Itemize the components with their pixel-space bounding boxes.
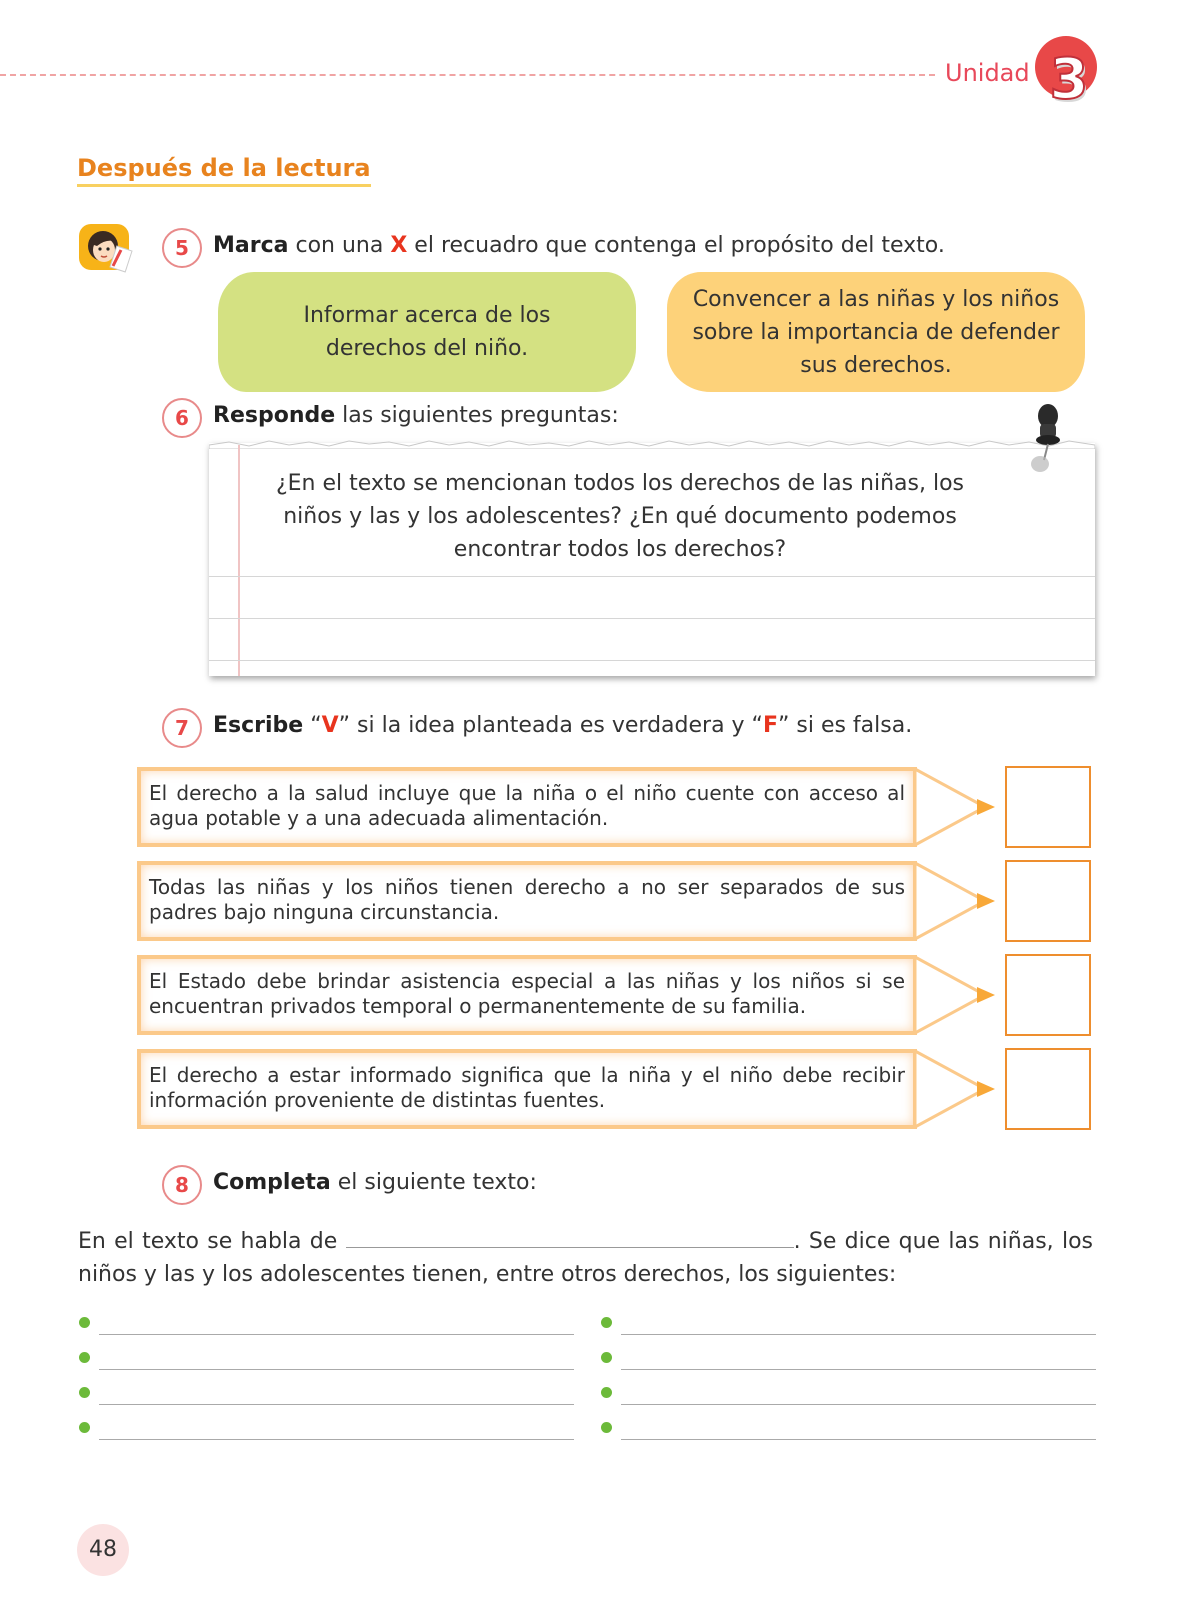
question-5-verb: Marca <box>213 233 289 258</box>
question-6-instruction <box>213 403 619 428</box>
arrow-icon <box>915 955 997 1035</box>
answer-line[interactable] <box>99 1334 574 1335</box>
statement-text: El derecho a estar informado significa que la niña y el niño debe recibir información proveniente de distintas fuentes. <box>137 1049 917 1129</box>
question-7-instruction <box>213 713 912 738</box>
question-8-text: el siguiente texto: <box>330 1170 537 1195</box>
completion-end: . Se dice que las niñas, los niños y las y los adolescentes tienen, entre otros derechos, los siguientes: <box>78 1229 1093 1287</box>
question-6-verb: Responde <box>213 403 336 428</box>
statement-row <box>137 1049 997 1129</box>
notebook-rule <box>209 618 1095 619</box>
writing-girl-icon <box>77 222 135 274</box>
completion-paragraph <box>78 1225 1093 1291</box>
option-convince[interactable] <box>667 272 1085 392</box>
option-inform[interactable] <box>218 272 636 392</box>
bullet-point <box>601 1387 612 1398</box>
true-letter: V <box>321 713 339 738</box>
tf-answer-box[interactable] <box>1005 1048 1091 1130</box>
arrow-icon <box>915 767 997 847</box>
statement-text: El derecho a la salud incluye que la niña o el niño cuente con acceso al agua potable y a una adecuada alimentación. <box>137 767 917 847</box>
arrow-icon <box>915 861 997 941</box>
statement-text: El Estado debe brindar asistencia especial a las niñas y los niños si se encuentran privados temporal o permanentemente de su familia. <box>137 955 917 1035</box>
question-7-end: ” si es falsa. <box>777 713 913 738</box>
notebook-rule <box>209 660 1095 661</box>
completion-blank[interactable] <box>346 1227 794 1248</box>
question-5-text-a: con una <box>288 233 391 258</box>
statement-row <box>137 861 997 941</box>
question-5-mark: X <box>390 233 408 258</box>
question-number-8: 8 <box>162 1165 202 1205</box>
statement-row <box>137 955 997 1035</box>
notebook-rule <box>209 576 1095 577</box>
question-number-7: 7 <box>162 708 202 748</box>
tf-answer-box[interactable] <box>1005 954 1091 1036</box>
tf-answer-box[interactable] <box>1005 860 1091 942</box>
question-7-middle: ” si la idea planteada es verdadera y “ <box>338 713 763 738</box>
bullet-point <box>601 1422 612 1433</box>
question-number-5: 5 <box>162 228 202 268</box>
header-dashed-divider <box>0 74 935 76</box>
answer-line[interactable] <box>621 1439 1096 1440</box>
option-inform-label: Informar acerca de los derechos del niño. <box>303 303 551 361</box>
bullet-point <box>79 1317 90 1328</box>
question-8-verb: Completa <box>213 1170 331 1195</box>
question-5-text-b: el recuadro que contenga el propósito del texto. <box>407 233 945 258</box>
statement-row <box>137 767 997 847</box>
question-6-text: las siguientes preguntas: <box>335 403 619 428</box>
bullet-point <box>79 1387 90 1398</box>
unit-number: 3 <box>1049 47 1089 112</box>
bullet-point <box>601 1352 612 1363</box>
completion-start: En el texto se habla de <box>78 1229 346 1254</box>
page-number: 48 <box>89 1537 117 1562</box>
question-7-open-quote: “ <box>303 713 322 738</box>
answer-line[interactable] <box>621 1334 1096 1335</box>
tf-answer-box[interactable] <box>1005 766 1091 848</box>
answer-line[interactable] <box>99 1439 574 1440</box>
question-7-verb: Escribe <box>213 713 304 738</box>
bullet-point <box>601 1317 612 1328</box>
answer-line[interactable] <box>99 1404 574 1405</box>
answer-line[interactable] <box>621 1404 1096 1405</box>
false-letter: F <box>762 713 778 738</box>
unit-label: Unidad <box>945 59 1030 87</box>
notebook-torn-edge <box>209 437 1095 449</box>
question-8-instruction <box>213 1170 537 1195</box>
question-5-instruction <box>213 233 945 258</box>
arrow-icon <box>915 1049 997 1129</box>
option-convince-label: Convencer a las niñas y los niños sobre la importancia de defender sus derechos. <box>692 286 1060 378</box>
bullet-point <box>79 1352 90 1363</box>
pushpin-icon <box>1028 402 1068 482</box>
answer-line[interactable] <box>621 1369 1096 1370</box>
notebook-question: ¿En el texto se mencionan todos los derechos de las niñas, los niños y las y los adolescentes? ¿En qué documento podemos encontrar todos los derechos? <box>275 471 964 562</box>
section-title: Después de la lectura <box>77 154 371 187</box>
statement-text: Todas las niñas y los niños tienen derecho a no ser separados de sus padres bajo ninguna circunstancia. <box>137 861 917 941</box>
answer-line[interactable] <box>99 1369 574 1370</box>
question-number-6: 6 <box>162 398 202 438</box>
bullet-point <box>79 1422 90 1433</box>
notebook-margin-line <box>238 445 240 676</box>
